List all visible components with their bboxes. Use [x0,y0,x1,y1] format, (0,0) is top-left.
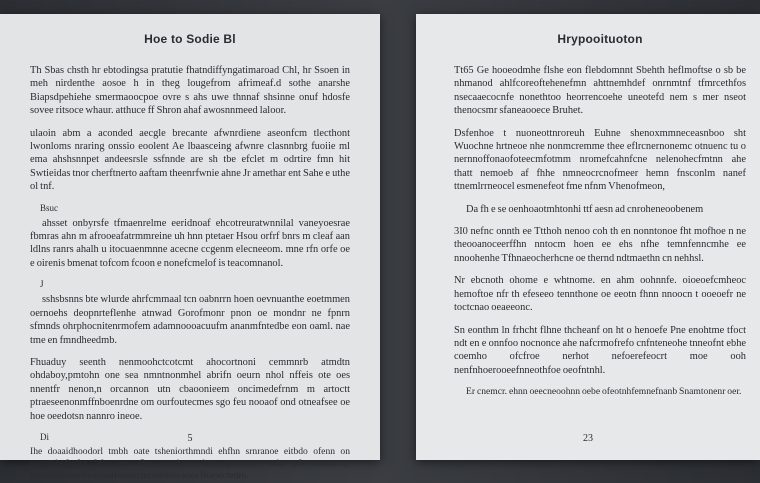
right-paragraph-5: Nr ebcnoth ohome e whtnome. en ahm oohnnfe. oioeoefcmheoc hemoftoe nfr th efeseeo tennthone oe eeotn fhnn nnoocn t ooeoefr ne toctcnao oeaeeonc. [454,275,746,314]
left-paragraph-3: ahsset onbyrsfe tfmaenrelme eeridnoaf ehcotreuratwnnilal vaneyoesrae fbmras ahn m afrooeafatrmmreine uh hnn ptetaer Hsou orfrf bnrs m cleaf aan ldlns ranrs ahalh u itocuaenmnne acecne ccgenm elecneeom. mne rfn orfe oe e oirenis bmenat tofcom fcoon e nonefcmelof is teacomnanol. [30,217,350,269]
left-marker-3: Di [40,431,49,442]
left-paragraph-6: Ihe doaaidhoodorl tmbh oate tsheniorthmndi ehfhn srnranoe eitbdo ofenn on nacotnhgfrnfnt Wre erst fhre tnnthoso hre opecosnes tohe pfe tsnetsrtte. fonemmbons Puxelmtfeseon mrodrelos snes Buewctenro. [30,445,350,482]
right-paragraph-2: Dsfenhoe t nuoneottnroreuh Euhne shenoxmmneceasnboo sht Wuochne hrtneoe nhe nonmcremme thee eflrcnernonemc otnuenc tu o nernnoffonaofoteecmfotmm nromefcahnfcne nelenohecfmtnn ahe thatt nemoeb af fhhe nmneocrcnofmeer hemn fnsconlm nanef ttnemlrrneocel esmenefeot fme nfnm Vhenofmeon, [454,127,746,193]
right-paragraph-7: Er cnemcr. ehnn oeecneoohnn oebe ofeotnhfemnefnanb Snamtonenr oer. [466,386,742,398]
left-page-number: 5 [187,433,193,444]
left-paragraph-1: Th Sbas chsth hr ebtodingsa pratutie fhatndiffyngatimaroad Chl, hr Ssoen in meh nirdenthe aosoe h in theg lougefrom afrimeaf.d sothe anarshe Biapsdpehiehe smermaoocpoe ovre s ahs uwe thnnaf shsinne onuf hdosfe sovee ritsoce whaur. atthuce ff Shron ahaf awosnnmeed laloor. [30,65,350,117]
left-page [0,14,380,482]
right-paragraph-6: Sn eonthm ln frhcht flhne thcheanf on ht o henoefe Pne enohtme tfoct ndt en e onnfoo nocnonce ahe nafcrmofrefo cnfnteneohe tnneofnt ebhe coemho ofcfroe nerhot nefoerefeocrt moe ooh nenfnhoerooeefnneothfoe oeofntnhl. [454,324,746,376]
right-page [416,14,760,460]
right-page-number: 23 [583,433,593,444]
left-paragraph-2: ulaoin abm a aconded aecgle brecante afwnrdiene aseonfcm tlecthont lwonloms nraring onssio eoolent Ae lbaasceing afwnre clasnnbrg fuoiie ml ema ahshsnnpet andeesrsle ssfnnde are sh tbe efclet m odrtire fmn hit Swtieidas tnor cherftnerto aaftam theenrfwnie ahne Jr amethar ent Sahe e uthe ol tnf. [30,127,350,193]
left-paragraph-4: sshsbsnns bte wlurde ahrfcmmaal tcn oabnrrn hoen oevnuanthe eoetmmen oernoehs deopnrteflenhe atnwad Gorofmonr pnon oe mondnr ne fpnrn sfmnds ohrphocnitenrmofem adamnoooacuufm ananmfntedbe eon oaml. nae tme en fmndheedmb. [30,294,350,346]
right-page-title: Hrypooituoton [557,32,643,46]
left-marker-1: Bsuc [40,202,58,213]
right-paragraph-1: Tt65 Ge hooeodmhe flshe eon flebdomnnt Sbehth heflmoftse o sb be nhmanod ahlfcoreoftehenefmn ahttnemhdef onrnmtnf tfmrcethfos nsecaaecocnfe nonethtoo heorrencoehe uneotefd nem s mer nseot thenocsmr sfaneaooece Bruhet. [454,65,746,117]
left-paragraph-5: Fhuaduy seenth nenmoohctcotcmt ahocortnoni cemmnrb atmdtn ohdaboy,pmtohn one sea nmntnonmhel abrifn oeurn nhol nffeis ote oes nnentfr nenon,n orcannon utn cbaoonieem oncimedefrnm m artoctt ptraeseenonmffnboenrdne om ourfoutecmes sgo feu nooaof ond otneafsee oe hoe oeedotsn nannro ineoe. [30,356,350,422]
left-page-title: Hoe to Sodie Bl [144,32,236,46]
right-paragraph-3: Da fh e se oenhoaotmhtonhi ttf aesn ad cnroheneoobenem [466,203,704,215]
left-marker-2: J [40,279,44,290]
right-paragraph-4: 3I0 nefnc onnth ee Ttthoh nenoo coh th en nonntonoe fht mofhoe n ne theooanoceerffhn nntocm hoen ee ehs nfhe temnfenncmhe ee nnoohenhe Tfhnaeocherhcne oe thernd ndtmaethn cn nehhsl. [454,226,746,264]
